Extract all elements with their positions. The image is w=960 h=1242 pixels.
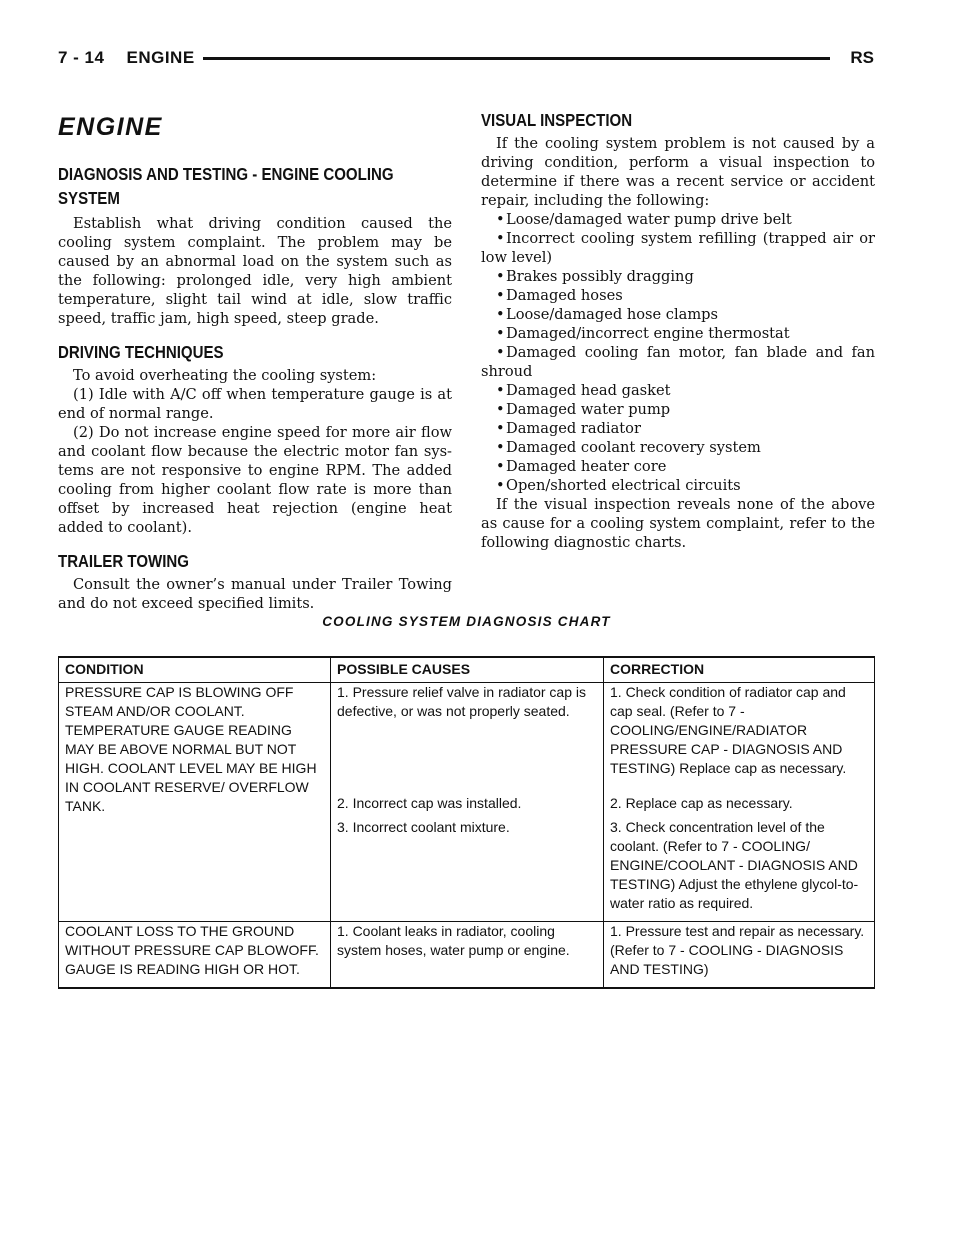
correction-text: 1. Check condition of radiator cap and cap seal. (Refer to 7 - COOLING/ENGINE/RADIATOR PRESSURE CAP - DIAGNOSIS AND TESTING) Replace cap as necessary. bbox=[610, 684, 847, 776]
correction-cell bbox=[604, 813, 875, 922]
correction-text: 1. Pressure test and repair as necessary. (Refer to 7 - COOLING - DIAGNOSIS AND TESTING) bbox=[610, 923, 865, 977]
list-item: •Loose/damaged hose clamps bbox=[496, 306, 719, 323]
list-item: •Damaged head gasket bbox=[496, 382, 671, 399]
driving-intro: To avoid overheating the cooling system: bbox=[73, 367, 377, 384]
correction-cell bbox=[604, 922, 875, 989]
bullet-icon: • bbox=[496, 477, 505, 494]
list-item: •Damaged heater core bbox=[496, 458, 667, 475]
driving-step-1: (1) Idle with A/C off when temperature gauge is at end of normal range. bbox=[58, 386, 452, 422]
list-item: •Damaged hoses bbox=[496, 287, 623, 304]
list-item: •Damaged radiator bbox=[496, 420, 641, 437]
bullet-icon: • bbox=[496, 401, 505, 418]
correction-text: 3. Check concentration level of the coolant. (Refer to 7 - COOLING/ ENGINE/COOLANT - DIAGNOSIS AND TESTING) Adjust the ethylene glycol-to-water ratio as required. bbox=[610, 819, 859, 911]
visual-heading: VISUAL INSPECTION bbox=[481, 110, 633, 130]
visual-intro: If the cooling system problem is not caused by a driving condition, perform a visual inspection to determine if there was a recent service or accident repair, including the following: bbox=[481, 135, 875, 209]
bullet-icon: • bbox=[496, 420, 505, 437]
cause-cell: 2. Incorrect cap was installed. bbox=[331, 794, 604, 813]
list-item: •Open/shorted electrical circuits bbox=[496, 477, 741, 494]
right-column bbox=[481, 108, 875, 552]
header-causes: POSSIBLE CAUSES bbox=[331, 657, 604, 683]
correction-cell: 2. Replace cap as necessary. bbox=[604, 794, 875, 813]
table-row bbox=[59, 683, 875, 795]
main-title: ENGINE bbox=[58, 113, 163, 141]
cause-text: 3. Incorrect coolant mixture. bbox=[337, 819, 510, 835]
cause-cell bbox=[331, 813, 604, 922]
condition-cell bbox=[59, 922, 331, 989]
diagnosis-table bbox=[58, 656, 875, 989]
condition-cell: PRESSURE CAP IS BLOWING OFF STEAM AND/OR COOLANT. TEMPERATURE GAUGE READING MAY BE ABOVE NORMAL BUT NOT HIGH. COOLANT LEVEL MAY BE HIGH IN COOLANT RESERVE/ OVERFLOW TANK. bbox=[59, 683, 331, 922]
diag-heading-line2: SYSTEM bbox=[58, 188, 120, 208]
trailer-heading: TRAILER TOWING bbox=[58, 551, 189, 571]
cause-cell bbox=[331, 922, 604, 989]
list-item: •Brakes possibly dragging bbox=[496, 268, 694, 285]
bullet-icon: • bbox=[496, 344, 505, 361]
cause-text: 1. Pressure relief valve in radiator cap is defective, or was not properly seated. bbox=[337, 684, 586, 719]
list-item: •Damaged coolant recovery system bbox=[496, 439, 761, 456]
table-header-row bbox=[59, 657, 875, 683]
header-left bbox=[58, 48, 195, 68]
bullet-icon: • bbox=[496, 287, 505, 304]
diag-body: Establish what driving condition caused the cooling system complaint. The problem may be caused by an abnormal load on the system such as the following: prolonged idle, very high ambient temperature, slight tail wind at idle, slow traffic speed, traffic jam, high speed, steep grade. bbox=[58, 215, 452, 327]
correction-cell bbox=[604, 683, 875, 795]
driving-heading: DRIVING TECHNIQUES bbox=[58, 342, 224, 362]
header-right-code: RS bbox=[850, 48, 874, 67]
list-item: •Incorrect cooling system refilling (trapped air or low level) bbox=[481, 230, 875, 266]
list-item: •Damaged cooling fan motor, fan blade and fan shroud bbox=[481, 344, 875, 380]
cause-text: 1. Coolant leaks in radiator, cooling system hoses, water pump or engine. bbox=[337, 923, 570, 958]
bullet-icon: • bbox=[496, 439, 505, 456]
header-rule bbox=[203, 57, 830, 60]
bullet-icon: • bbox=[496, 325, 505, 342]
bullet-icon: • bbox=[496, 230, 505, 247]
condition-text: COOLANT LOSS TO THE GROUND WITHOUT PRESSURE CAP BLOWOFF. GAUGE IS READING HIGH OR HOT. bbox=[65, 923, 319, 977]
page-number: 7 - 14 bbox=[58, 48, 105, 67]
list-item: •Damaged water pump bbox=[496, 401, 671, 418]
chart-title: COOLING SYSTEM DIAGNOSIS CHART bbox=[322, 614, 611, 629]
bullet-icon: • bbox=[496, 382, 505, 399]
page-header bbox=[58, 48, 874, 70]
visual-outro: If the visual inspection reveals none of the above as cause for a cooling system complaint, refer to the following diagnostic charts. bbox=[481, 496, 875, 551]
bullet-icon: • bbox=[496, 458, 505, 475]
trailer-body: Consult the owner’s manual under Trailer Towing and do not exceed specified limits. bbox=[58, 576, 452, 612]
table-row bbox=[59, 922, 875, 989]
left-column bbox=[58, 108, 452, 613]
diag-heading-line1: DIAGNOSIS AND TESTING - ENGINE COOLING bbox=[58, 164, 394, 184]
list-item: •Loose/damaged water pump drive belt bbox=[496, 211, 792, 228]
bullet-icon: • bbox=[496, 211, 505, 228]
driving-step-2: (2) Do not increase engine speed for more air flow and coolant flow because the electric motor fan sys-tems are not responsive to engine RPM. The added cooling from higher coolant flow rate is more than offset by increased heat rejection (engine heat added to coolant). bbox=[58, 424, 452, 536]
header-section: ENGINE bbox=[126, 48, 195, 67]
bullet-icon: • bbox=[496, 306, 505, 323]
header-correction: CORRECTION bbox=[604, 657, 875, 683]
cause-cell bbox=[331, 683, 604, 795]
header-condition: CONDITION bbox=[59, 657, 331, 683]
bullet-icon: • bbox=[496, 268, 505, 285]
inspection-list bbox=[481, 210, 875, 495]
list-item: •Damaged/incorrect engine thermostat bbox=[496, 325, 790, 342]
